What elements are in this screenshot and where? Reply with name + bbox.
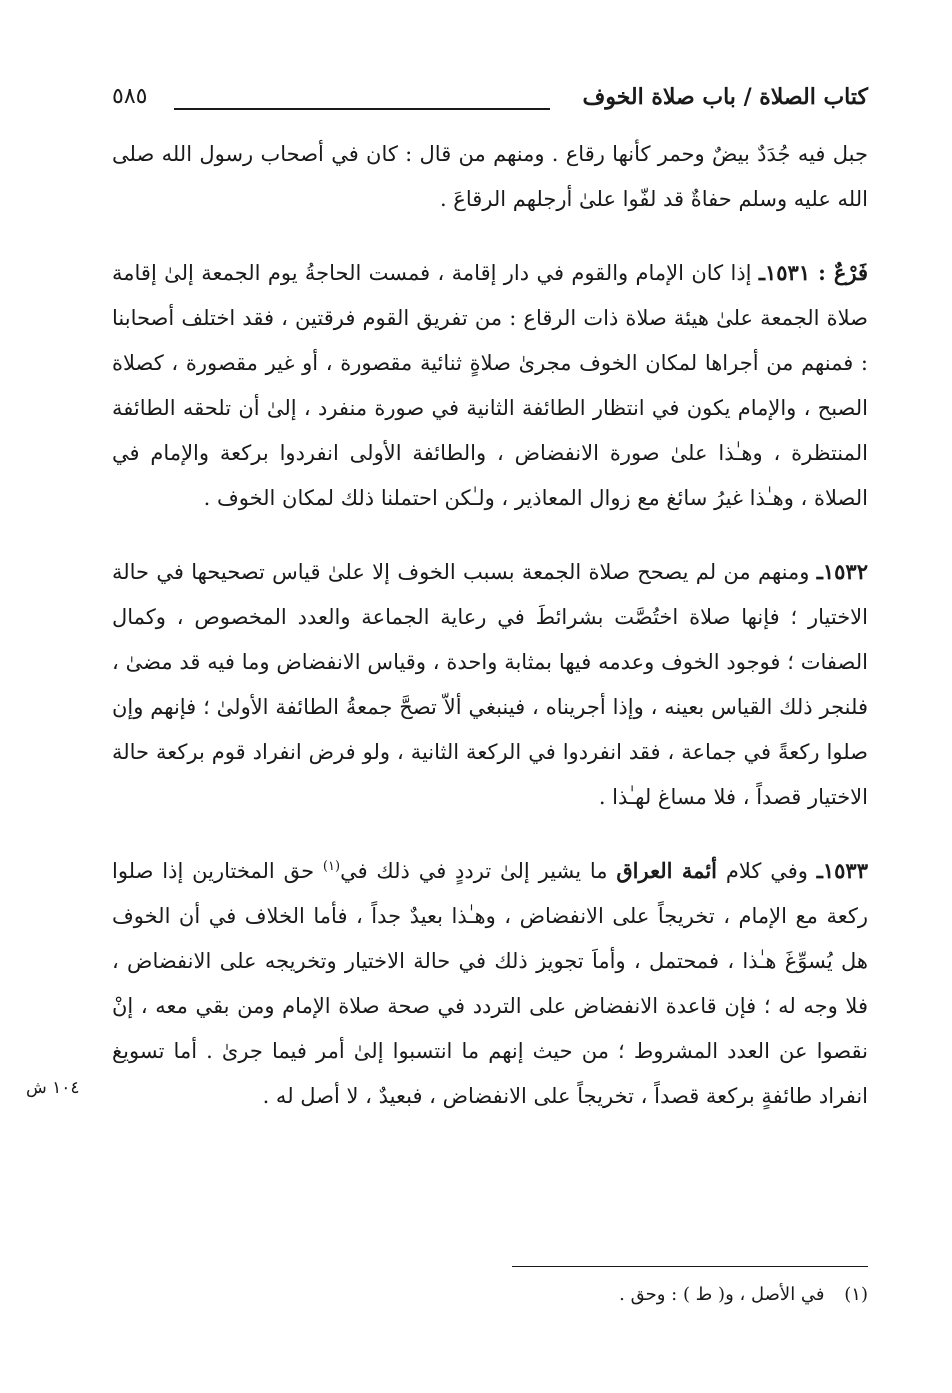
- paragraph-text-mid: ما يشير إلىٰ ترددٍ في ذلك في: [340, 859, 608, 883]
- paragraph-1533: [112, 848, 868, 1119]
- footnote-number: (١): [844, 1284, 868, 1305]
- header-title: كتاب الصلاة / باب صلاة الخوف: [582, 84, 868, 110]
- page-number: ٥٨٥: [112, 84, 148, 109]
- main-text: [112, 132, 868, 1119]
- footnote-rule: [512, 1266, 868, 1267]
- paragraph-text: حق المختارين إذا صلوا ركعة مع الإمام ، تخريجاً على الانفضاض ، وهـٰذا بعيدٌ جداً ، فأما الخلاف في أن الخوف هل يُسوِّغَ هـٰذا ، فمحتمل ، وأماَ تجويز ذلك في حالة الاختيار وتخريجه على الانفضاض ، فلا وجه له ؛ فإن قاعدة الانفضاض على التردد في صحة صلاة الإمام ومن بقي معه ، إنْ نقصوا عن العدد المشروط ؛ من حيث إنهم ما انتسبوا إلىٰ أمر فيما جرىٰ . أما تسويغ انفراد طائفةٍ بركعة قصداً ، تخريجاً على الانفضاض ، فبعيدٌ ، لا أصل له .: [112, 859, 868, 1108]
- running-header: [112, 84, 868, 124]
- margin-manuscript-note: ١٠٤ ش: [26, 1078, 80, 1098]
- paragraph-number: فَرْعٌ : ١٥٣١ـ: [758, 260, 868, 285]
- paragraph-text: ومنهم من لم يصحح صلاة الجمعة بسبب الخوف إلا علىٰ قياس تصحيحها في حالة الاختيار ؛ فإنها صلاة اختُصَّت بشرائطَ في رعاية الجماعة والعدد المخصوص ، وكمال الصفات ؛ فوجود الخوف وعدمه فيها بمثابة واحدة ، وقياس الانفضاض وما فيه قد مضىٰ ، فلنجر ذلك القياس بعينه ، وإذا أجريناه ، فينبغي ألاّ تصحَّ جمعةُ الطائفة الأولىٰ ؛ فإنهم وإن صلوا ركعةً في جماعة ، فقد انفردوا في الركعة الثانية ، ولو فرض انفراد قوم بركعة حالة الاختيار قصداً ، فلا مساغ لهـٰذا .: [112, 560, 868, 809]
- footnote-reference[interactable]: (١): [322, 859, 341, 874]
- paragraph-1531: [112, 250, 868, 521]
- paragraph-number: ١٥٣٢ـ: [816, 559, 868, 584]
- paragraph-continuation: [112, 132, 868, 222]
- keyword-term: أئمة العراق: [616, 858, 718, 883]
- paragraph-text-pre: وفي كلام: [725, 859, 808, 883]
- paragraph-text: جبل فيه جُدَدٌ بيضٌ وحمر كأنها رقاع . ومنهم من قال : كان في أصحاب رسول الله صلى الله عليه وسلم حفاةٌ قد لفّوا علىٰ أرجلهم الرقاعَ .: [112, 142, 868, 211]
- paragraph-1532: [112, 549, 868, 820]
- footnote-text: في الأصل ، و( ط ) : وحق .: [619, 1284, 825, 1305]
- paragraph-number: ١٥٣٣ـ: [816, 858, 868, 883]
- header-rule: [174, 108, 550, 110]
- footnote: [268, 1284, 868, 1305]
- paragraph-text: إذا كان الإمام والقوم في دار إقامة ، فمست الحاجةُ يوم الجمعة إلىٰ إقامة صلاة الجمعة علىٰ هيئة صلاة ذات الرقاع : من تفريق القوم فرقتين ، فقد اختلف أصحابنا : فمنهم من أجراها لمكان الخوف مجرىٰ صلاةٍ ثنائية مقصورة ، أو غير مقصورة ، كصلاة الصبح ، والإمام يكون في انتظار الطائفة الثانية في صورة منفرد ، إلىٰ أن تلحقه الطائفة المنتظرة ، وهـٰذا علىٰ صورة الانفضاض ، والطائفة الأولى انفردوا بركعة والإمام في الصلاة ، وهـٰذا غيرُ سائغ مع زوال المعاذير ، ولـٰكن احتملنا ذلك لمكان الخوف .: [112, 261, 868, 510]
